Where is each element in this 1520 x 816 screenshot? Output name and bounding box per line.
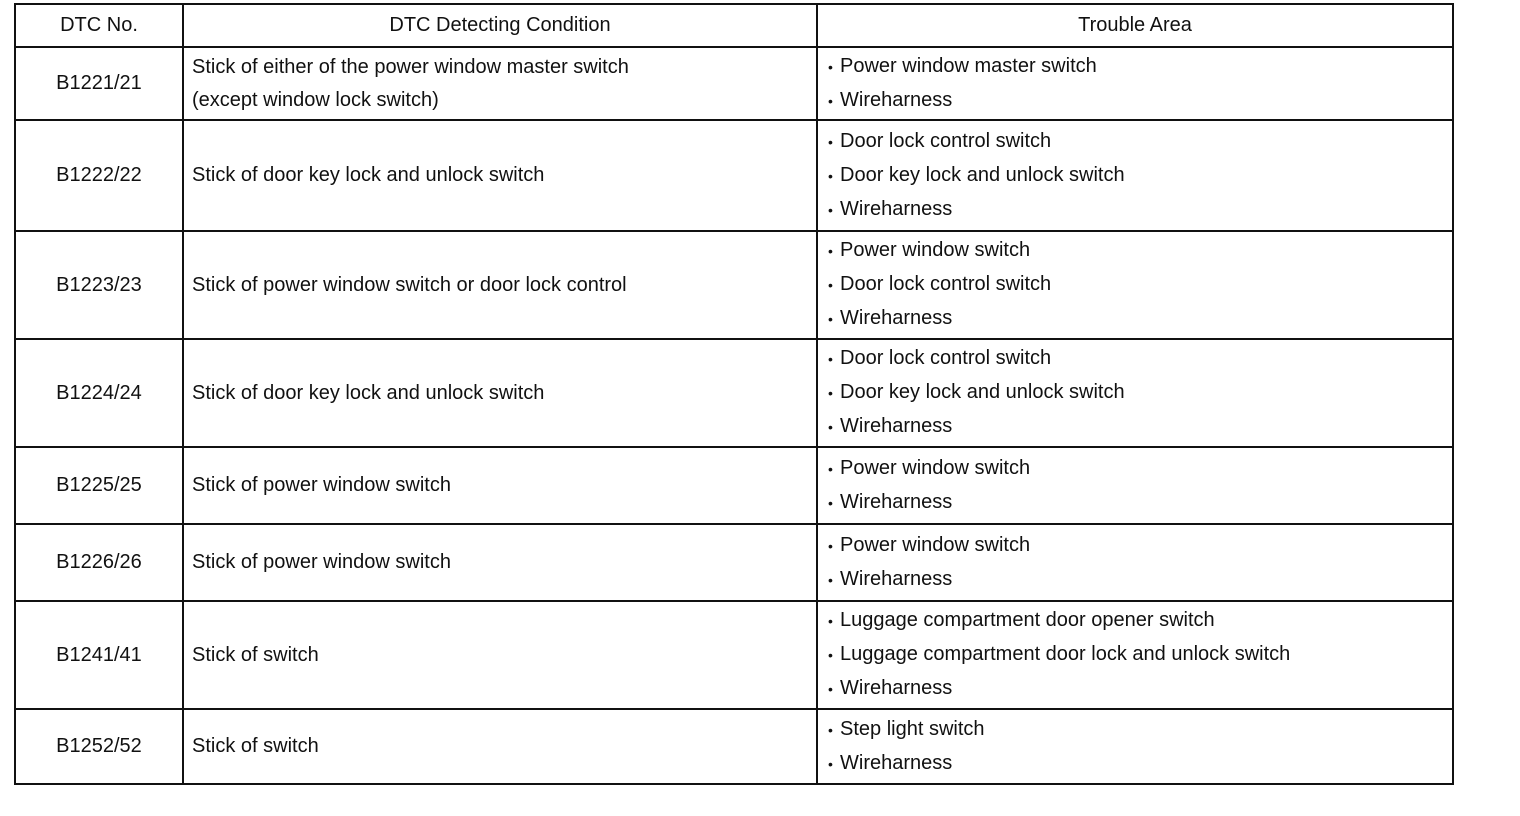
detecting-condition-cell xyxy=(183,339,817,447)
table-body xyxy=(15,47,1453,784)
trouble-area-item xyxy=(828,452,1452,486)
trouble-area-item xyxy=(828,747,1452,781)
trouble-area-text: Door key lock and unlock switch xyxy=(840,381,1125,403)
trouble-area-text: Door lock control switch xyxy=(840,273,1052,295)
trouble-area-text: Wireharness xyxy=(840,567,953,590)
dtc-number-cell: B1222/22 xyxy=(15,120,183,231)
trouble-area-item xyxy=(828,638,1452,672)
condition-text: Stick of power window switch xyxy=(192,474,451,496)
bullet-icon: • xyxy=(828,385,833,401)
header-dtc-no: DTC No. xyxy=(15,4,183,47)
bullet-icon: • xyxy=(828,58,833,75)
trouble-area-text: Door lock control switch xyxy=(840,347,1052,369)
table-row xyxy=(15,524,1453,601)
trouble-area-item xyxy=(828,159,1452,193)
bullet-icon: • xyxy=(828,571,833,588)
trouble-area-text: Power window master switch xyxy=(840,54,1097,77)
trouble-area-cell xyxy=(817,339,1453,447)
condition-text: Stick of switch xyxy=(192,735,319,757)
trouble-area-item xyxy=(828,713,1452,747)
detecting-condition-cell xyxy=(183,447,817,524)
bullet-icon: • xyxy=(828,277,833,293)
bullet-icon: • xyxy=(828,537,833,554)
trouble-area-cell xyxy=(817,231,1453,339)
trouble-area-text: Step light switch xyxy=(840,717,985,740)
condition-text: Stick of power window switch or door lock control xyxy=(192,273,627,296)
trouble-area-text: Power window switch xyxy=(840,533,1031,556)
trouble-area-text: Door lock control switch xyxy=(840,129,1052,152)
trouble-area-text: Power window switch xyxy=(840,456,1031,479)
trouble-area-item xyxy=(828,193,1452,227)
dtc-number-cell: B1221/21 xyxy=(15,47,183,120)
detecting-condition-cell xyxy=(183,601,817,709)
trouble-area-cell xyxy=(817,709,1453,784)
trouble-area-text: Wireharness xyxy=(840,751,953,774)
table-row xyxy=(15,601,1453,709)
trouble-area-item xyxy=(828,50,1452,84)
trouble-area-item xyxy=(828,302,1452,336)
dtc-number-cell: B1241/41 xyxy=(15,601,183,709)
trouble-area-text: Wireharness xyxy=(840,415,953,437)
table-row xyxy=(15,120,1453,231)
dtc-number-cell: B1223/23 xyxy=(15,231,183,339)
bullet-icon: • xyxy=(828,167,833,184)
trouble-area-cell xyxy=(817,447,1453,524)
condition-text: Stick of either of the power window master switch xyxy=(192,55,629,78)
bullet-icon: • xyxy=(828,243,833,259)
trouble-area-text: Door key lock and unlock switch xyxy=(840,163,1125,186)
dtc-table xyxy=(14,3,1454,785)
bullet-icon: • xyxy=(828,681,833,697)
condition-text: Stick of door key lock and unlock switch xyxy=(192,164,545,186)
detecting-condition-cell xyxy=(183,47,817,120)
table-row xyxy=(15,47,1453,120)
trouble-area-item xyxy=(828,486,1452,520)
trouble-area-item xyxy=(828,529,1452,563)
trouble-area-cell xyxy=(817,120,1453,231)
condition-text: Stick of switch xyxy=(192,643,319,666)
bullet-icon: • xyxy=(828,92,833,109)
bullet-icon: • xyxy=(828,755,833,772)
trouble-area-cell xyxy=(817,524,1453,601)
detecting-condition-cell xyxy=(183,709,817,784)
bullet-icon: • xyxy=(828,133,833,150)
bullet-icon: • xyxy=(828,494,833,511)
dtc-number-cell: B1225/25 xyxy=(15,447,183,524)
header-trouble-area: Trouble Area xyxy=(817,4,1453,47)
table-row xyxy=(15,447,1453,524)
header-detecting-condition: DTC Detecting Condition xyxy=(183,4,817,47)
dtc-number-cell: B1252/52 xyxy=(15,709,183,784)
trouble-area-item xyxy=(828,604,1452,638)
trouble-area-cell xyxy=(817,47,1453,120)
trouble-area-item xyxy=(828,410,1452,444)
condition-text: (except window lock switch) xyxy=(192,88,439,111)
trouble-area-item xyxy=(828,376,1452,410)
condition-text: Stick of power window switch xyxy=(192,551,451,573)
header-row xyxy=(15,4,1453,47)
trouble-area-item xyxy=(828,125,1452,159)
trouble-area-text: Wireharness xyxy=(840,88,953,111)
detecting-condition-cell xyxy=(183,120,817,231)
trouble-area-item xyxy=(828,672,1452,706)
bullet-icon: • xyxy=(828,419,833,435)
trouble-area-text: Wireharness xyxy=(840,307,953,329)
condition-text: Stick of door key lock and unlock switch xyxy=(192,381,545,404)
bullet-icon: • xyxy=(828,721,833,738)
dtc-number-cell: B1224/24 xyxy=(15,339,183,447)
bullet-icon: • xyxy=(828,647,833,663)
trouble-area-text: Power window switch xyxy=(840,239,1031,261)
bullet-icon: • xyxy=(828,201,833,218)
trouble-area-text: Wireharness xyxy=(840,490,953,513)
trouble-area-item xyxy=(828,268,1452,302)
bullet-icon: • xyxy=(828,460,833,477)
table-row xyxy=(15,339,1453,447)
bullet-icon: • xyxy=(828,351,833,367)
trouble-area-text: Wireharness xyxy=(840,197,953,220)
trouble-area-item xyxy=(828,342,1452,376)
dtc-number-cell: B1226/26 xyxy=(15,524,183,601)
trouble-area-item xyxy=(828,234,1452,268)
table-row xyxy=(15,231,1453,339)
trouble-area-item xyxy=(828,84,1452,118)
bullet-icon: • xyxy=(828,311,833,327)
trouble-area-text: Luggage compartment door opener switch xyxy=(840,609,1215,631)
table-row xyxy=(15,709,1453,784)
trouble-area-cell xyxy=(817,601,1453,709)
trouble-area-text: Luggage compartment door lock and unlock switch xyxy=(840,643,1291,665)
detecting-condition-cell xyxy=(183,231,817,339)
bullet-icon: • xyxy=(828,613,833,629)
trouble-area-item xyxy=(828,563,1452,597)
trouble-area-text: Wireharness xyxy=(840,677,953,699)
detecting-condition-cell xyxy=(183,524,817,601)
